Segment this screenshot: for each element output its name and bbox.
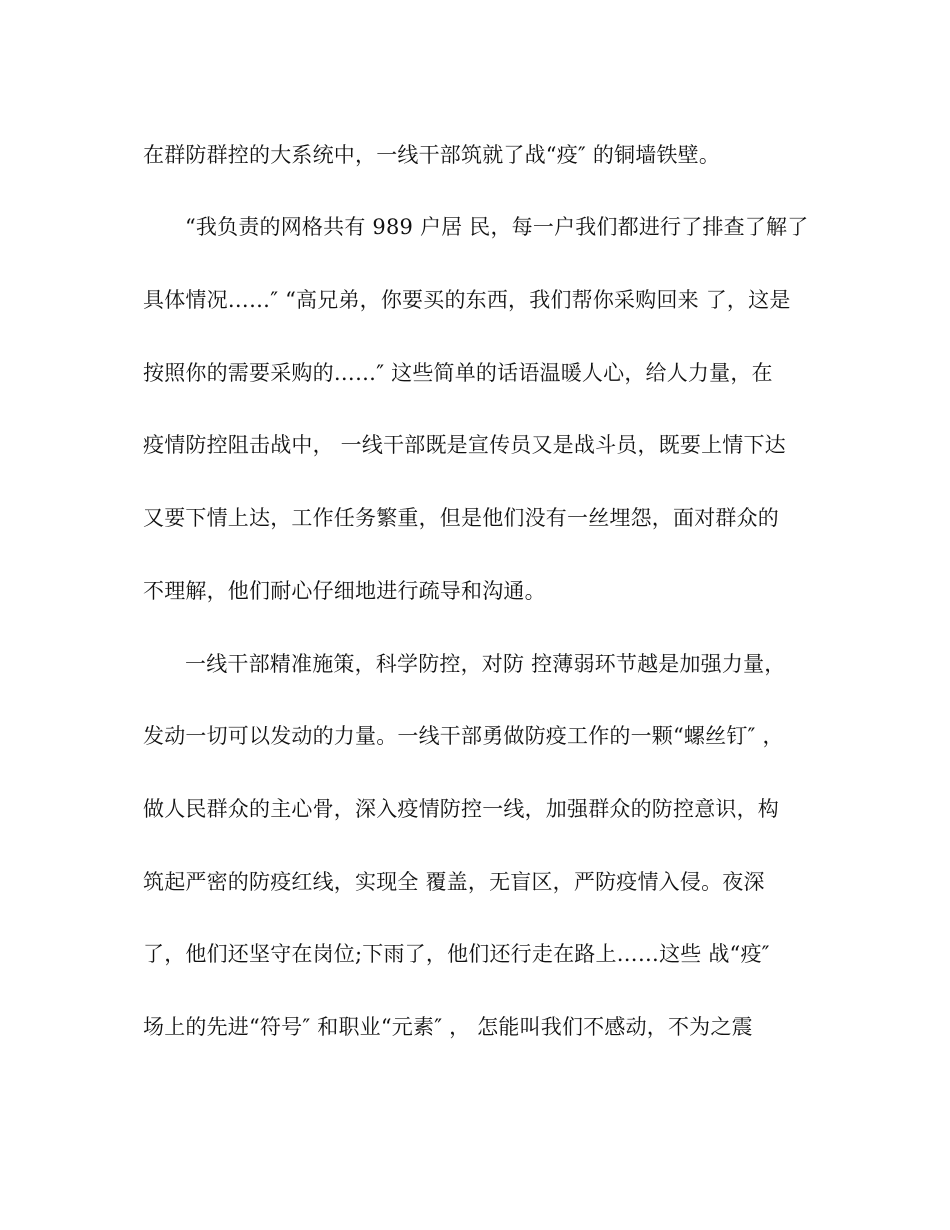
text-line: 了，他们还坚守在岗位;下雨了，他们还行走在路上……这些 战“疫″ <box>143 942 770 966</box>
text-line: 具体情况……″ “高兄弟，你要买的东西，我们帮你采购回来 了，这是 <box>143 288 791 312</box>
text-line: “我负责的网格共有 989 户居 民，每一户我们都进行了排查了解了 <box>185 215 809 239</box>
text-line: 筑起严密的防疫红线，实现全 覆盖，无盲区，严防疫情入侵。夜深 <box>143 870 765 894</box>
text-line: 又要下情上达，工作任务繁重，但是他们没有一丝埋怨，面对群众的 <box>143 506 779 530</box>
text-line: 不理解，他们耐心仔细地进行疏导和沟通。 <box>143 579 546 603</box>
text-line: 做人民群众的主心骨，深入疫情防控一线，加强群众的防控意识，构 <box>143 797 779 821</box>
text-line: 场上的先进“符号″ 和职业“元素″ ， 怎能叫我们不感动，不为之震 <box>143 1015 753 1039</box>
text-line: 按照你的需要采购的……″ 这些简单的话语温暖人心，给人力量，在 <box>143 361 773 385</box>
text-line: 疫情防控阻击战中， 一线干部既是宣传员又是战斗员，既要上情下达 <box>143 433 786 457</box>
text-line: 在群防群控的大系统中，一线干部筑就了战“疫″ 的铜墙铁壁。 <box>143 143 721 167</box>
text-line: 发动一切可以发动的力量。一线干部勇做防疫工作的一颗“螺丝钉″ ， <box>143 724 784 748</box>
text-line: 一线干部精准施策，科学防控，对防 控薄弱环节越是加强力量， <box>185 652 786 676</box>
